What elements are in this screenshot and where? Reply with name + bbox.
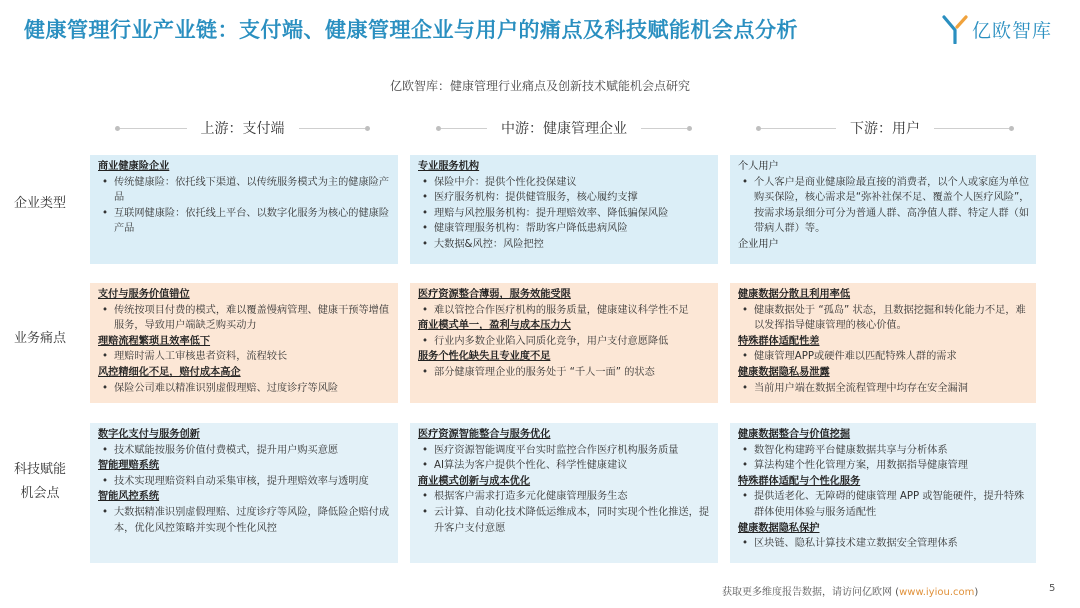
bullet-item: • 保险公司难以精准识别虚假理赔、过度诊疗等风险 xyxy=(98,381,392,397)
divider xyxy=(761,128,836,129)
bullet-item: • 当前用户端在数据全流程管理中均存在安全漏洞 xyxy=(738,381,1030,397)
bullet-item: • 云计算、自动化技术降低运维成本，同时实现个性化推送，提升客户支付意愿 xyxy=(418,505,712,536)
cell-pain-downstream xyxy=(730,283,1036,403)
cell-heading: 特殊群体适配与个性化服务 xyxy=(738,475,861,487)
cell-heading: 商业健康险企业 xyxy=(98,161,170,172)
cell-heading: 理赔流程繁琐且效率低下 xyxy=(98,335,211,347)
bullet-item: • 大数据精准识别虚假理赔、过度诊疗等风险，降低险企赔付成本，优化风控策略并实现个性化风控 xyxy=(98,505,392,536)
bullet-item: • 医疗资源智能调度平台实时监控合作医疗机构服务质量 xyxy=(418,443,712,459)
cell-heading: 健康数据分散且利用率低 xyxy=(738,289,851,300)
cell-tech-upstream xyxy=(90,423,398,563)
bullet-item: • 数智化构建跨平台健康数据共享与分析体系 xyxy=(738,443,1030,459)
row-label-enterprise-type: 企业类型 xyxy=(13,196,66,211)
bullet-item: • 理赔与风控服务机构：提升理赔效率、降低骗保风险 xyxy=(418,206,712,222)
footer-text: 获取更多维度报告数据，请访问亿欧网 ( xyxy=(722,587,900,598)
cell-heading: 健康数据整合与价值挖掘 xyxy=(738,429,851,440)
cell-heading: 个人用户 xyxy=(738,161,779,172)
dot-icon xyxy=(365,126,370,131)
cell-pain-upstream xyxy=(90,283,398,403)
row-label-pain-points: 业务痛点 xyxy=(13,331,66,346)
bullet-item: • 传统按项目付费的模式，难以覆盖慢病管理、健康干预等增值服务，导致用户端缺乏购买动力 xyxy=(98,303,392,334)
cell-enterprise-downstream xyxy=(730,155,1036,264)
bullet-item: • 健康管理服务机构：帮助客户降低患病风险 xyxy=(418,221,712,237)
cell-heading: 企业用户 xyxy=(738,238,779,250)
page-title: 健康管理行业产业链：支付端、健康管理企业与用户的痛点及科技赋能机会点分析 xyxy=(24,18,798,42)
footer-close: ) xyxy=(974,587,979,598)
bullet-item: • 保险中介：提供个性化投保建议 xyxy=(418,175,712,191)
dot-icon xyxy=(1009,126,1014,131)
divider xyxy=(120,128,187,129)
bullet-item: • 部分健康管理企业的服务处于 “千人一面” 的状态 xyxy=(418,365,712,381)
column-label: 中游：健康管理企业 xyxy=(501,121,627,137)
bullet-item: • 互联网健康险：依托线上平台、以数字化服务为核心的健康险产品 xyxy=(98,206,392,237)
bullet-item: • 个人客户是商业健康险最直接的消费者，以个人或家庭为单位购买保险，核心需求是“弥补社保不足、覆盖个人医疗风险”，按需求场景细分可分为普通人群、高净值人群、特定人群（如带病人群）等。 xyxy=(738,175,1030,237)
bullet-item: • 健康数据处于 “孤岛” 状态，且数据挖掘和转化能力不足，难以发挥指导健康管理的核心价值。 xyxy=(738,303,1030,334)
divider xyxy=(641,128,687,129)
cell-tech-downstream xyxy=(730,423,1036,563)
bullet-item: • AI算法为客户提供个性化、科学性健康建议 xyxy=(418,458,712,474)
dot-icon xyxy=(687,126,692,131)
cell-enterprise-midstream xyxy=(410,155,718,264)
cell-pain-midstream xyxy=(410,283,718,403)
bullet-item: • 提供适老化、无障碍的健康管理 APP 或智能硬件，提升特殊群体使用体验与服务适配性 xyxy=(738,489,1030,520)
cell-heading: 风控精细化不足，赔付成本高企 xyxy=(98,366,241,378)
row-label-tech-opportunities: 科技赋能机会点 xyxy=(13,462,66,501)
bullet-item: • 理赔时需人工审核患者资料，流程较长 xyxy=(98,349,392,365)
logo xyxy=(942,14,1052,44)
bullet-item: • 算法构建个性化管理方案，用数据指导健康管理 xyxy=(738,458,1030,474)
bullet-item: • 技术实现理赔资料自动采集审核，提升理赔效率与透明度 xyxy=(98,474,392,490)
cell-heading: 专业服务机构 xyxy=(418,161,480,172)
bullet-item: • 难以管控合作医疗机构的服务质量，健康建议科学性不足 xyxy=(418,303,712,319)
cell-heading: 健康数据隐私保护 xyxy=(738,522,820,534)
bullet-item: • 医疗服务机构：提供健管服务，核心履约支撑 xyxy=(418,190,712,206)
bullet-item: • 健康管理APP或硬件难以匹配特殊人群的需求 xyxy=(738,349,1030,365)
column-header-midstream xyxy=(436,118,692,138)
cell-tech-midstream xyxy=(410,423,718,563)
column-header-upstream xyxy=(115,118,370,138)
cell-heading: 医疗资源智能整合与服务优化 xyxy=(418,429,551,440)
cell-heading: 服务个性化缺失且专业度不足 xyxy=(418,351,551,363)
divider xyxy=(441,128,487,129)
cell-heading: 商业模式创新与成本优化 xyxy=(418,475,531,487)
divider xyxy=(299,128,366,129)
cell-heading: 特殊群体适配性差 xyxy=(738,335,820,347)
bullet-item: • 根据客户需求打造多元化健康管理服务生态 xyxy=(418,489,712,505)
cell-heading: 健康数据隐私易泄露 xyxy=(738,366,830,378)
bullet-item: • 技术赋能按服务价值付费模式，提升用户购买意愿 xyxy=(98,443,392,459)
column-label: 上游：支付端 xyxy=(200,121,285,137)
cell-heading: 智能理赔系统 xyxy=(98,460,160,472)
bullet-item: • 传统健康险：依托线下渠道、以传统服务模式为主的健康险产品 xyxy=(98,175,392,206)
bullet-item: • 大数据&风控：风险把控 xyxy=(418,237,712,253)
page-number: 5 xyxy=(1049,583,1056,594)
column-header-downstream xyxy=(756,118,1014,138)
yiou-logo-icon xyxy=(942,14,968,44)
bullet-item: • 行业内多数企业陷入同质化竞争，用户支付意愿降低 xyxy=(418,334,712,350)
column-label: 下游：用户 xyxy=(850,121,920,137)
subtitle: 亿欧智库：健康管理行业痛点及创新技术赋能机会点研究 xyxy=(389,79,690,93)
cell-heading: 智能风控系统 xyxy=(98,491,160,503)
cell-heading: 商业模式单一，盈利与成本压力大 xyxy=(418,320,571,332)
logo-text: 亿欧智库 xyxy=(972,19,1053,42)
cell-heading: 数字化支付与服务创新 xyxy=(98,429,200,440)
footer-link[interactable]: www.iyiou.com xyxy=(899,587,975,598)
bullet-item: • 区块链、隐私计算技术建立数据安全管理体系 xyxy=(738,536,1030,552)
footer xyxy=(722,583,978,598)
cell-heading: 支付与服务价值错位 xyxy=(98,289,190,300)
cell-enterprise-upstream xyxy=(90,155,398,264)
divider xyxy=(934,128,1009,129)
cell-heading: 医疗资源整合薄弱，服务效能受限 xyxy=(418,289,571,300)
